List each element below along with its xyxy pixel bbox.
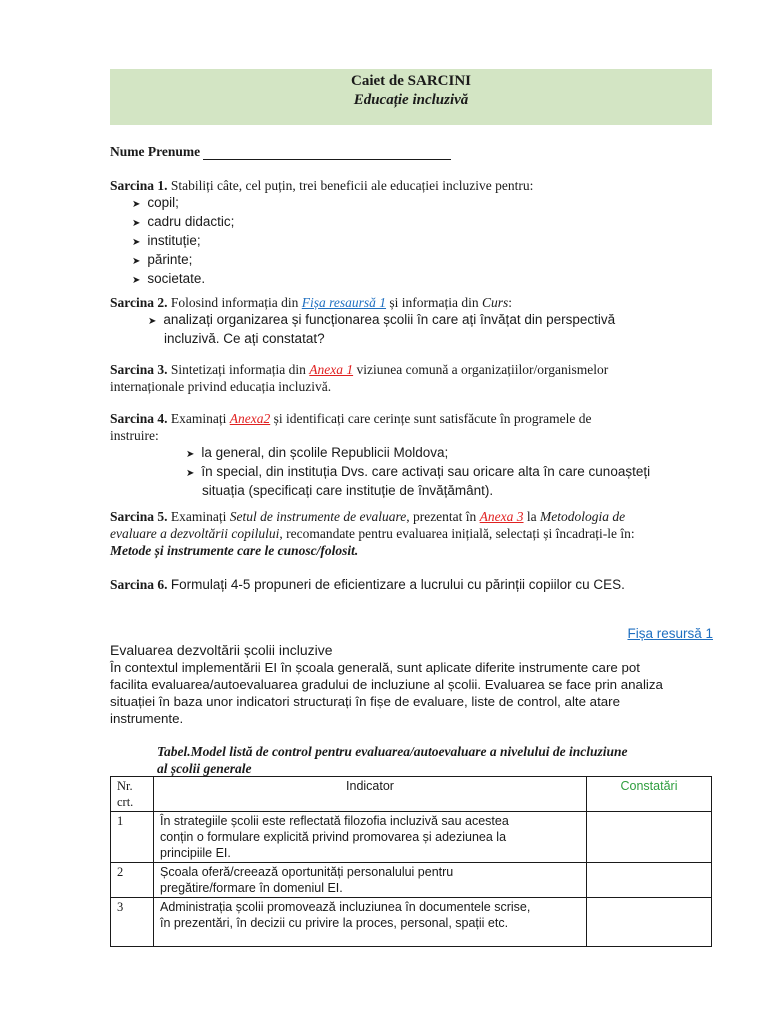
fisa-resursa-1-heading-link[interactable]: Fișa resursă 1 [627, 626, 713, 641]
task-3-label: Sarcina 3. [110, 362, 168, 377]
task-6-label: Sarcina 6. [110, 577, 168, 592]
header-constatari: Constatări [587, 777, 712, 812]
table-row: 1 În strategiile școlii este reflectată filozofia incluzivă sau acestea conțin o formulare explicită privind promovarea și adeziunea la principiile EI. [111, 812, 712, 863]
anexa-3-link[interactable]: Anexa 3 [479, 509, 524, 524]
anexa-2-link[interactable]: Anexa2 [229, 411, 271, 426]
doc-subtitle: Educație incluzivă [353, 92, 469, 108]
list-item: ➤ copil; [132, 194, 715, 213]
constatari-cell[interactable] [587, 863, 712, 898]
name-line [110, 143, 715, 160]
task-2: Sarcina 2. Folosind informația din Fișa resaursă 1 și informația din Curs: ➤ analizați organizarea și funcționarea școlii în care ați învățat din perspectivă incluzivă. Ce ați constatat? [110, 294, 715, 347]
arrow-bullet-icon: ➤ [186, 468, 195, 479]
task-5: Sarcina 5. Examinați Setul de instrumente de evaluare, prezentat în Anexa 3 la Metodologia de evaluare a dezvoltării copilului, recomandate pentru evaluarea inițială, selectați și încadrați-le în: Metode și instrumente care le cunosc/folosit. [110, 509, 635, 558]
arrow-bullet-icon: ➤ [132, 275, 141, 286]
arrow-bullet-icon: ➤ [132, 218, 141, 229]
task-3: Sarcina 3. Sintetizați informația din Anexa 1 viziunea comună a organizațiilor/organismelor internaționale privind educația incluzivă. [110, 362, 609, 394]
arrow-bullet-icon: ➤ [132, 256, 141, 267]
task-1 [110, 177, 715, 289]
arrow-bullet-icon: ➤ [132, 199, 141, 210]
section-title: Evaluarea dezvoltării școlii incluzive [110, 642, 333, 658]
table-row: 3 Administrația școlii promovează incluziunea în documentele scrise, în prezentări, în decizii cu privire la proces, personal, spații etc. [111, 898, 712, 947]
task-4-label: Sarcina 4. [110, 411, 168, 426]
doc-title: Caiet de SARCINI [351, 73, 471, 89]
name-blank-line [203, 146, 451, 160]
table-header-row [111, 777, 712, 812]
task-4-list: ➤ la general, din școlile Republicii Moldova; ➤ în special, din instituția Dvs. care activați sau oricare alta în care cunoașteți situația (specificați care instituție de învățământ). [110, 444, 715, 499]
task-5-label: Sarcina 5. [110, 509, 168, 524]
task-2-label: Sarcina 2. [110, 295, 168, 310]
table-caption: Tabel.Model listă de control pentru evaluarea/autoevaluare a nivelului de incluziune al școlii generale [157, 744, 628, 776]
task-4: Sarcina 4. Examinați Anexa2 și identificați care cerințe sunt satisfăcute în programele de instruire: ➤ la general, din școlile Republicii Moldova; ➤ în special, din instituția Dvs. care activați sau oricare alta în care cunoașteți situația (specificați care instituție de învățământ). [110, 410, 715, 499]
list-item: ➤ societate. [132, 270, 715, 289]
arrow-bullet-icon: ➤ [132, 237, 141, 248]
anexa-1-link[interactable]: Anexa 1 [309, 362, 354, 377]
list-item: ➤ la general, din școlile Republicii Moldova; [186, 444, 715, 463]
constatari-cell[interactable] [587, 812, 712, 863]
task-1-label: Sarcina 1. [110, 178, 168, 193]
task-1-text: Stabiliți câte, cel puțin, trei beneficii ale educației incluzive pentru: [170, 178, 534, 193]
task-1-list [110, 194, 715, 289]
list-item: ➤ cadru didactic; [132, 213, 715, 232]
title-box [110, 69, 712, 125]
arrow-bullet-icon: ➤ [148, 316, 157, 327]
section-evaluare: Evaluarea dezvoltării școlii incluzive În contextul implementării EI în școala generală, sunt aplicate diferite instrumente care pot facilita evaluarea/autoevaluarea gradului de incluziune al școlii. Evaluarea se face prin analiza situației în baza unor indicatori structurați în fișe de evaluare, liste de control, alte atare instrumente. [110, 642, 715, 727]
list-item: ➤ părinte; [132, 251, 715, 270]
header-nr: Nr. crt. [111, 777, 154, 812]
name-label: Nume Prenume [110, 144, 201, 159]
list-item: ➤ în special, din instituția Dvs. care activați sau oricare alta în care cunoașteți [186, 463, 715, 482]
constatari-cell[interactable] [587, 898, 712, 947]
list-item: ➤ analizați organizarea și funcționarea școlii în care ați învățat din perspectivă [148, 311, 715, 330]
table-row: 2 Școala oferă/creează oportunități personalului pentru pregătire/formare în domeniul EI. [111, 863, 712, 898]
header-indicator: Indicator [154, 777, 587, 812]
list-item: ➤ instituție; [132, 232, 715, 251]
control-list-table [110, 776, 712, 947]
task-2-list: ➤ analizați organizarea și funcționarea școlii în care ați învățat din perspectivă incluzivă. Ce ați constatat? [110, 311, 715, 347]
arrow-bullet-icon: ➤ [186, 449, 195, 460]
task-6: Sarcina 6. Formulați 4-5 propuneri de eficientizare a lucrului cu părinții copiilor cu CES. [110, 577, 625, 592]
fisa-resursa-1-link[interactable]: Fișa resaursă 1 [301, 295, 387, 310]
